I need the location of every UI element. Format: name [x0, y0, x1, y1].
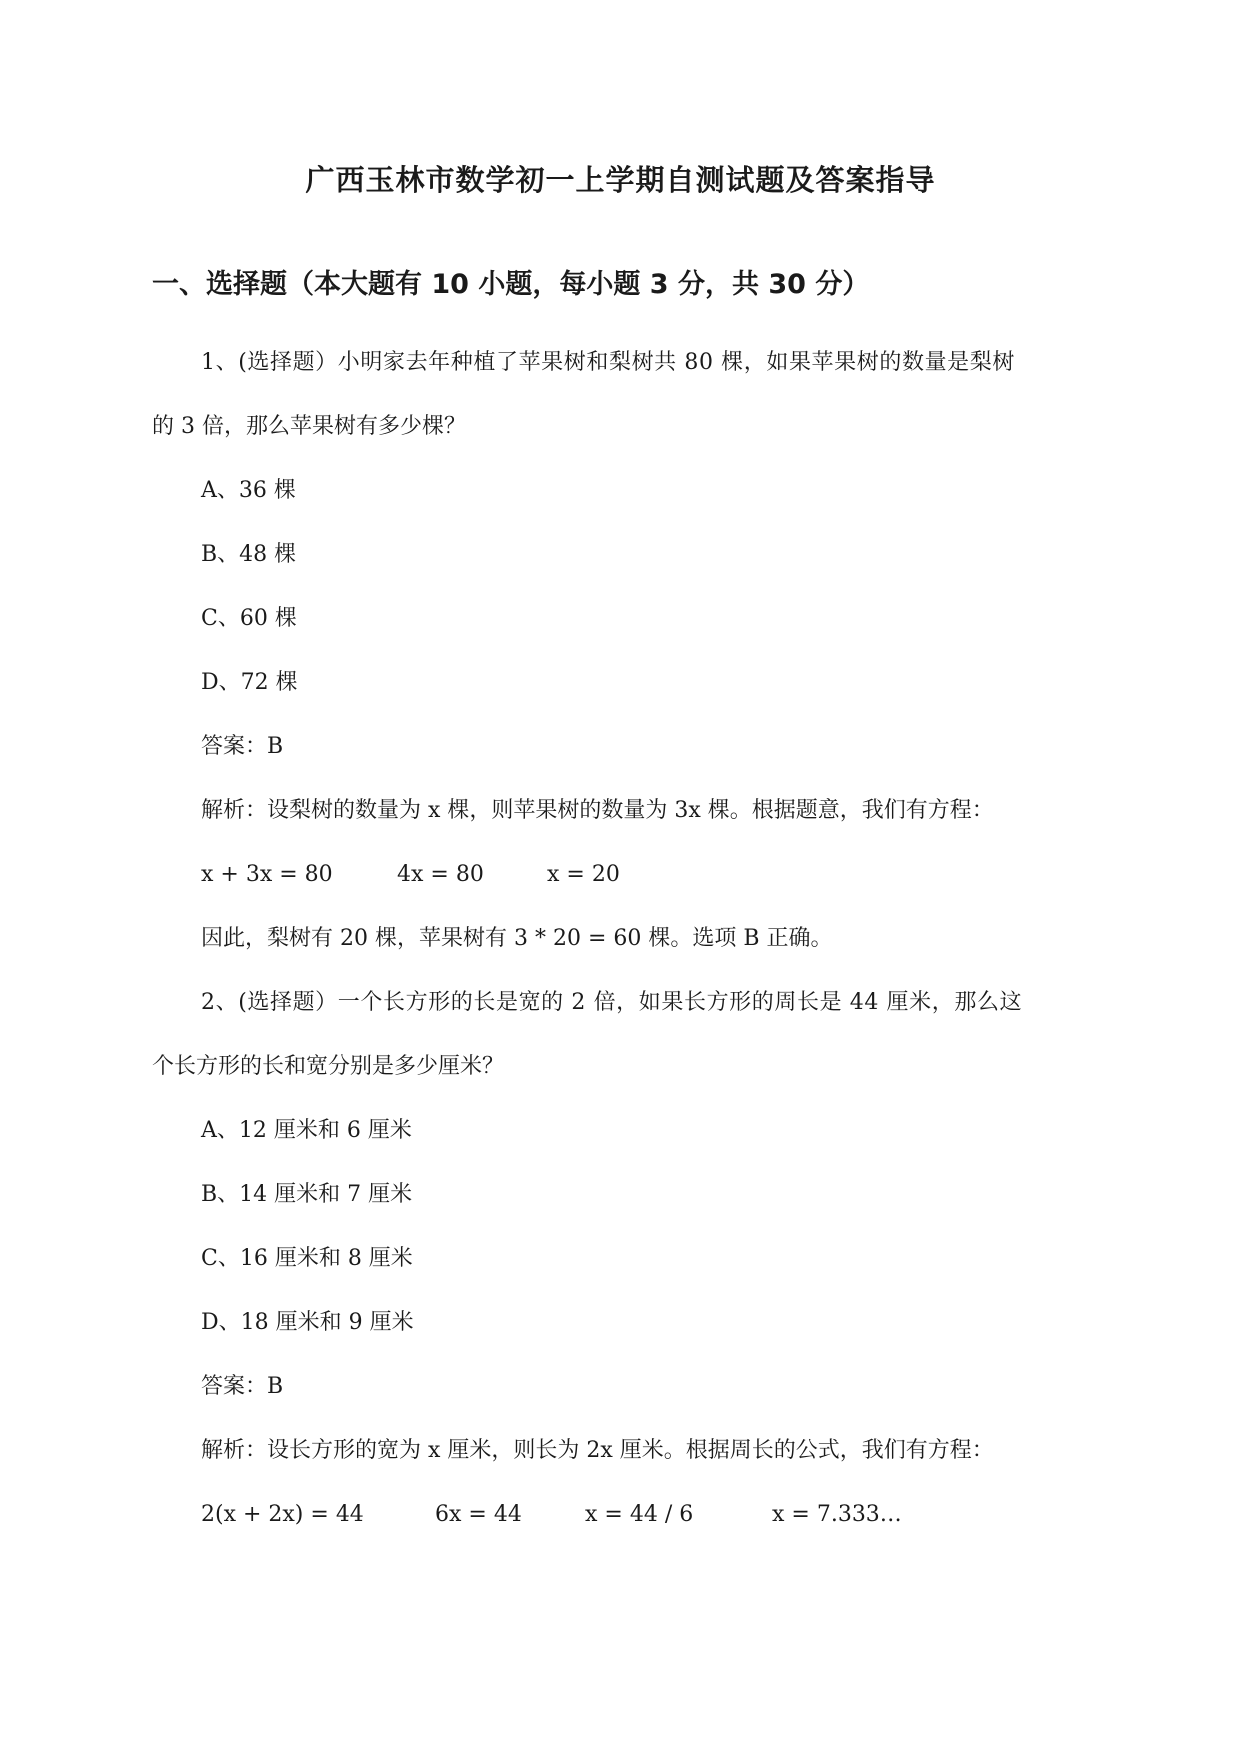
question-1-stem-line-2: 的 3 倍，那么苹果树有多少棵？	[152, 414, 466, 439]
question-2-equation-2: 6x = 44	[435, 1502, 522, 1527]
question-2-option-d: D、18 厘米和 9 厘米	[201, 1310, 414, 1335]
question-2-stem-line-1: 2、(选择题）一个长方形的长是宽的 2 倍，如果长方形的周长是 44 厘米，那么这	[201, 990, 1023, 1015]
question-2-equation-3: x = 44 / 6	[585, 1502, 694, 1527]
question-2-analysis: 解析：设长方形的宽为 x 厘米，则长为 2x 厘米。根据周长的公式，我们有方程：	[201, 1438, 994, 1463]
question-1-option-d: D、72 棵	[201, 670, 298, 695]
question-2-option-b: B、14 厘米和 7 厘米	[201, 1182, 413, 1207]
question-2-option-a: A、12 厘米和 6 厘米	[201, 1118, 412, 1143]
question-2-equation-1: 2(x + 2x) = 44	[201, 1502, 364, 1527]
question-1-stem-line-1: 1、(选择题）小明家去年种植了苹果树和梨树共 80 棵，如果苹果树的数量是梨树	[201, 350, 1015, 375]
question-1-option-c: C、60 棵	[201, 606, 297, 631]
question-1-answer: 答案：B	[201, 734, 284, 759]
question-1-conclusion: 因此，梨树有 20 棵，苹果树有 3 * 20 = 60 棵。选项 B 正确。	[201, 926, 833, 951]
question-1-option-b: B、48 棵	[201, 542, 297, 567]
question-1-equation-1: x + 3x = 80	[201, 862, 333, 887]
question-1-option-a: A、36 棵	[201, 478, 296, 503]
question-2-stem-line-2: 个长方形的长和宽分别是多少厘米？	[152, 1054, 505, 1079]
question-1-equation-2: 4x = 80	[397, 862, 484, 887]
question-2-answer: 答案：B	[201, 1374, 284, 1399]
question-1-equation-3: x = 20	[547, 862, 620, 887]
question-2-option-c: C、16 厘米和 8 厘米	[201, 1246, 413, 1271]
question-1-analysis: 解析：设梨树的数量为 x 棵，则苹果树的数量为 3x 棵。根据题意，我们有方程：	[201, 798, 994, 823]
question-2-equation-4: x = 7.333…	[772, 1502, 902, 1527]
document-title: 广西玉林市数学初一上学期自测试题及答案指导	[305, 163, 936, 197]
section-heading: 一、选择题（本大题有 10 小题，每小题 3 分，共 30 分）	[152, 269, 870, 300]
